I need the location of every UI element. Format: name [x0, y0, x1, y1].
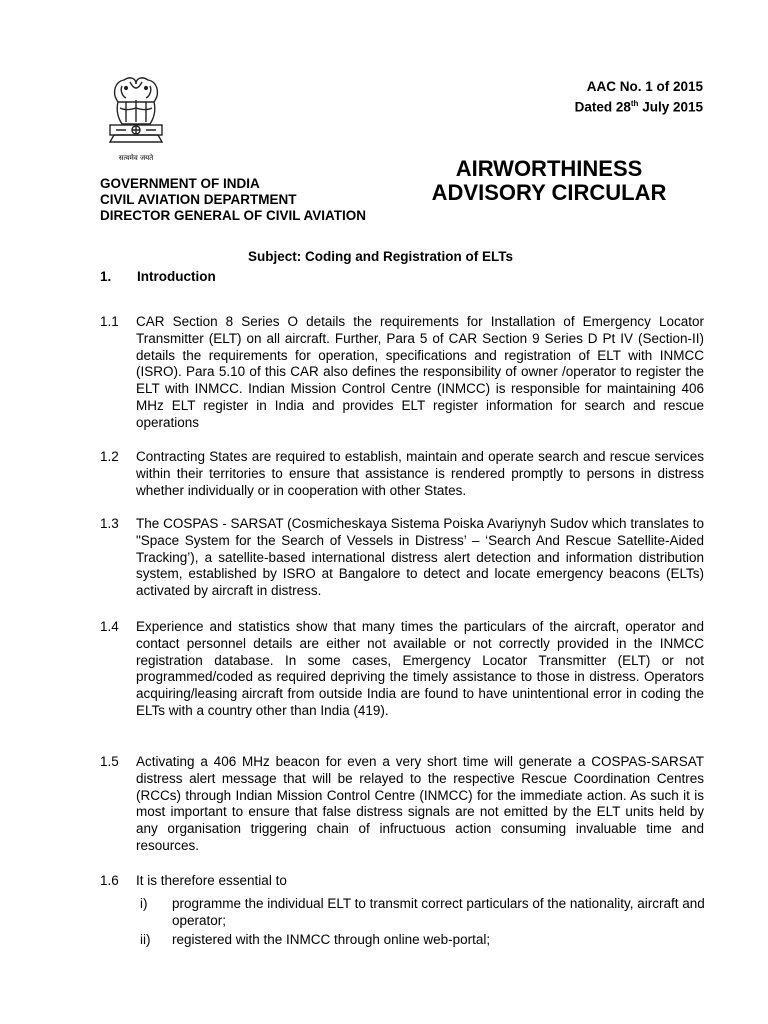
paragraph-text: Contracting States are required to establish, maintain and operate search and rescue services within their territories to ensure that assistance is rendered promptly to persons in distress whether individually or in cooperation with other States. [136, 449, 704, 498]
emblem-motto: सत्यमेव जयते [118, 154, 154, 162]
circular-number: AAC No. 1 of 2015 [586, 79, 703, 94]
paragraph-number: 1.1 [100, 314, 119, 329]
paragraph [100, 873, 704, 890]
list-item-text: registered with the INMCC through online web-portal; [172, 932, 491, 947]
paragraph-text: Activating a 406 MHz beacon for even a very short time will generate a COSPAS-SARSAT distress alert message that will be relayed to the respective Rescue Coordination Centres (RCCs) through Indian Mission Control Centre (INMCC) for the immediate action. As such it is most important to ensure that false distress signals are not emitted by the ELT units held by any organisation triggering chain of infructuous action consuming invaluable time and resources. [136, 754, 704, 853]
paragraph [100, 314, 704, 432]
list-item-number: ii) [140, 932, 151, 947]
paragraph [100, 449, 704, 499]
circular-reference [575, 78, 703, 116]
paragraph-number: 1.4 [100, 619, 119, 634]
subject-line: Subject: Coding and Registration of ELTs [248, 249, 513, 264]
paragraph-text: The COSPAS - SARSAT (Cosmicheskaya Sistema Poiska Avariynyh Sudov which translates to "Space System for the Search of Vessels in Distress’ – ‘Search And Rescue Satellite-Aided Tracking’), a satellite-based international distress alert detection and information distribution system, established by ISRO at Bangalore to detect and locate emergency beacons (ELTs) activated by aircraft in distress. [136, 516, 704, 599]
paragraph-number: 1.6 [100, 873, 119, 888]
paragraph [100, 754, 704, 855]
paragraph-number: 1.5 [100, 754, 119, 769]
list-item [140, 896, 706, 930]
document-title: AIRWORTHINESS ADVISORY CIRCULAR [431, 156, 667, 205]
circular-date: Dated 28th July 2015 [574, 99, 703, 115]
paragraph-text: It is therefore essential to [136, 873, 287, 888]
paragraph [100, 619, 704, 720]
paragraph [100, 516, 704, 600]
paragraph-number: 1.3 [100, 516, 119, 531]
section-number: 1. [100, 269, 112, 284]
paragraph-text: CAR Section 8 Series O details the requirements for Installation of Emergency Locator Transmitter (ELT) on all aircraft. Further, Para 5 of CAR Section 9 Series D Pt IV (Section-II) details the requirements for operation, specifications and registration of ELT with INMCC (ISRO). Para 5.10 of this CAR also defines the responsibility of owner /operator to register the ELT with INMCC. Indian Mission Control Centre (INMCC) is responsible for maintaining 406 MHz ELT register in India and provides ELT register information for search and rescue operations [136, 314, 704, 430]
emblem [96, 72, 176, 164]
list-item-text: programme the individual ELT to transmit correct particulars of the nationality, aircraft and operator; [172, 896, 705, 928]
list-item-number: i) [140, 896, 148, 911]
paragraph-text: Experience and statistics show that many times the particulars of the aircraft, operator and contact personnel details are either not available or not correctly provided in the INMCC registration database. In some cases, Emergency Locator Transmitter (ELT) or not programmed/coded as required depriving the timely assistance to those in distress. Operators acquiring/leasing aircraft from outside India are found to have unintentional error in coding the ELTs with a country other than India (419). [136, 619, 704, 718]
ashoka-emblem-icon [96, 72, 176, 150]
section-title: Introduction [137, 269, 216, 284]
paragraph-number: 1.2 [100, 449, 119, 464]
issuing-authority: GOVERNMENT OF INDIA CIVIL AVIATION DEPARTMENT DIRECTOR GENERAL OF CIVIL AVIATION [100, 176, 367, 223]
list-item [140, 932, 706, 949]
